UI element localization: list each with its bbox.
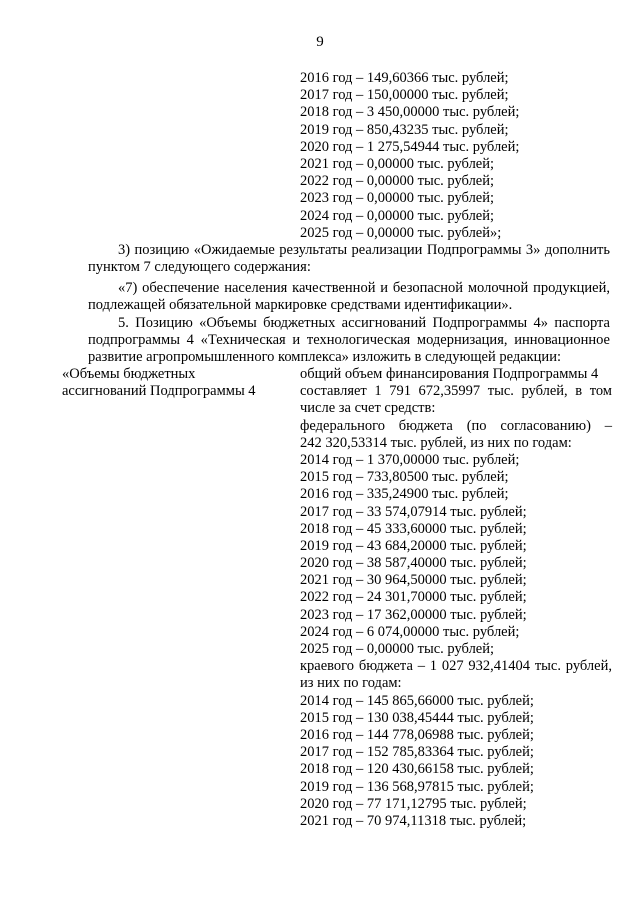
label-line: «Объемы бюджетных — [62, 366, 196, 382]
regional-year-item: 2019 год – 136 568,97815 тыс. рублей; — [300, 778, 534, 795]
value-line: составляет 1 791 672,35997 тыс. рублей, в том — [300, 383, 612, 400]
list-item: 2024 год – 0,00000 тыс. рублей; — [300, 207, 495, 224]
value-line: общий объем финансирования Подпрограммы 4 — [300, 366, 599, 382]
regional-budget-line: из них по годам: — [300, 675, 402, 692]
budget-label-cell — [62, 366, 282, 400]
list-item: 2021 год – 0,00000 тыс. рублей; — [300, 155, 495, 172]
value-line: 242 320,53314 тыс. рублей, из них по годам: — [300, 434, 572, 451]
page-number: 9 — [316, 34, 324, 50]
regional-year-item: 2020 год – 77 171,12795 тыс. рублей; — [300, 795, 527, 812]
regional-year-item: 2018 год – 120 430,66158 тыс. рублей; — [300, 761, 534, 778]
federal-year-item: 2019 год – 43 684,20000 тыс. рублей; — [300, 537, 527, 554]
paragraph-line: пунктом 7 следующего содержания: — [88, 259, 311, 275]
paragraph-line: «7) обеспечение населения качественной и безопасной молочной продукцией, — [118, 280, 610, 296]
regional-year-item: 2021 год – 70 974,11318 тыс. рублей; — [300, 812, 527, 829]
federal-year-item: 2024 год – 6 074,00000 тыс. рублей; — [300, 623, 520, 640]
paragraph-line: развитие агропромышленного комплекса» изложить в следующей редакции: — [88, 349, 561, 365]
federal-year-item: 2018 год – 45 333,60000 тыс. рублей; — [300, 520, 527, 537]
list-item: 2016 год – 149,60366 тыс. рублей; — [300, 70, 509, 86]
paragraph-line: 3) позицию «Ожидаемые результаты реализации Подпрограммы 3» дополнить — [118, 242, 610, 258]
regional-year-item: 2014 год – 145 865,66000 тыс. рублей; — [300, 692, 534, 709]
list-item: 2020 год – 1 275,54944 тыс. рублей; — [300, 138, 520, 155]
value-line: числе за счет средств: — [300, 400, 436, 417]
federal-year-item: 2016 год – 335,24900 тыс. рублей; — [300, 486, 509, 503]
regional-year-item: 2015 год – 130 038,45444 тыс. рублей; — [300, 709, 534, 726]
paragraph-line: подлежащей обязательной маркировке средствами идентификации». — [88, 297, 513, 313]
federal-year-item: 2021 год – 30 964,50000 тыс. рублей; — [300, 572, 527, 589]
federal-year-item: 2014 год – 1 370,00000 тыс. рублей; — [300, 451, 520, 468]
budget-value-cell — [300, 366, 612, 830]
federal-year-item: 2015 год – 733,80500 тыс. рублей; — [300, 469, 509, 486]
list-item: 2017 год – 150,00000 тыс. рублей; — [300, 87, 509, 104]
federal-year-item: 2017 год – 33 574,07914 тыс. рублей; — [300, 503, 527, 520]
paragraph-line: 5. Позицию «Объемы бюджетных ассигнований Подпрограммы 4» паспорта — [118, 315, 610, 331]
value-line: федерального бюджета (по согласованию) – — [300, 417, 612, 434]
list-item: 2018 год – 3 450,00000 тыс. рублей; — [300, 104, 520, 121]
paragraph-line: подпрограммы 4 «Техническая и технологическая модернизация, инновационное — [88, 332, 610, 348]
federal-year-item: 2022 год – 24 301,70000 тыс. рублей; — [300, 589, 527, 606]
federal-year-item: 2025 год – 0,00000 тыс. рублей; — [300, 641, 495, 657]
list-item: 2023 год – 0,00000 тыс. рублей; — [300, 190, 495, 207]
top-years-list — [300, 70, 600, 242]
federal-year-item: 2020 год – 38 587,40000 тыс. рублей; — [300, 555, 527, 572]
label-line: ассигнований Подпрограммы 4 — [62, 383, 256, 400]
list-item: 2022 год – 0,00000 тыс. рублей; — [300, 173, 495, 190]
federal-year-item: 2023 год – 17 362,00000 тыс. рублей; — [300, 606, 527, 623]
list-item: 2019 год – 850,43235 тыс. рублей; — [300, 121, 509, 138]
regional-budget-line: краевого бюджета – 1 027 932,41404 тыс. рублей, — [300, 658, 612, 675]
regional-year-item: 2017 год – 152 785,83364 тыс. рублей; — [300, 744, 534, 761]
list-item: 2025 год – 0,00000 тыс. рублей»; — [300, 224, 502, 241]
regional-year-item: 2016 год – 144 778,06988 тыс. рублей; — [300, 726, 534, 743]
